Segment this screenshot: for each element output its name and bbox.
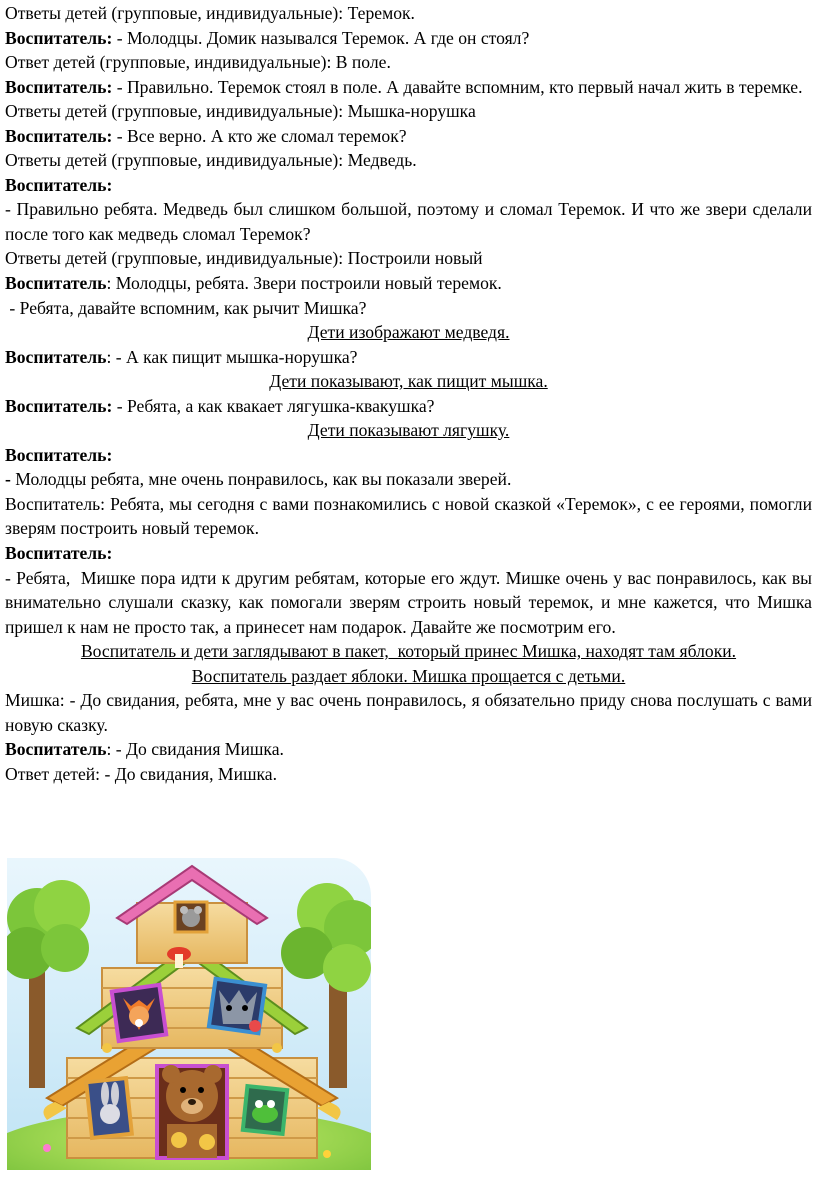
text-line-19: - Молодцы ребята, мне очень понравилось, как вы показали зверей. [5,469,512,490]
stage-direction-1: Дети изображают медведя. [307,322,510,343]
stage-direction-2: Дети показывают, как пищит мышка. [269,371,548,392]
text-line-11: Воспитатель: Молодцы, ребята. Звери построили новый теремок. [5,273,502,294]
text-line-2: Воспитатель: - Молодцы. Домик назывался Теремок. А где он стоял? [5,27,530,48]
text-line-5: Ответы детей (групповые, индивидуальные): Мышка-норушка [5,101,476,122]
text-line-16: Воспитатель: - Ребята, а как квакает лягушка-квакушка? [5,395,435,416]
text-line-14: Воспитатель: - А как пищит мышка-норушка? [5,346,358,367]
teremok-picture-icon [7,858,371,1170]
text-line-4: Воспитатель: - Правильно. Теремок стоял в поле. А давайте вспомним, кто первый начал жить в теремке. [5,76,803,97]
text-line-26: Воспитатель: - До свидания Мишка. [5,739,284,760]
text-line-7: Ответы детей (групповые, индивидуальные): Медведь. [5,150,417,171]
text-line-10: Ответы детей (групповые, индивидуальные): Построили новый [5,248,483,269]
stage-direction-3: Дети показывают лягушку. [307,420,510,441]
text-line-22: - Ребята, Мишке пора идти к другим ребятам, которые его ждут. Мишке очень у вас понравилось, как вы внимательно слушали сказку, как помогали зверям строить новый теремок, и мне кажется, что Мишка пришел к нам не просто так, а принесет нам подарок. Давайте же посмотрим его. [5,567,816,637]
text-line-20: Воспитатель: Ребята, мы сегодня с вами познакомились с новой сказкой «Теремок», с ее героями, помогли зверям построить новый теремок. [5,493,812,539]
stage-direction-5: Воспитатель раздает яблоки. Мишка прощается с детьми. [191,665,626,686]
text-line-18: Воспитатель: [5,444,113,465]
text-line-6: Воспитатель: - Все верно. А кто же сломал теремок? [5,125,407,146]
text-line-21: Воспитатель: [5,543,113,564]
stage-direction-4: Воспитатель и дети заглядывают в пакет, который принес Мишка, находят там яблоки. [80,641,737,662]
text-line-12: - Ребята, давайте вспомним, как рычит Мишка? [5,297,367,318]
text-line-25: Мишка: - До свидания, ребята, мне у вас очень понравилось, я обязательно приду снова послушать с вами новую сказку. [5,690,812,735]
text-line-27: Ответ детей: - До свидания, Мишка. [5,763,278,784]
text-line-3: Ответ детей (групповые, индивидуальные): В поле. [5,52,391,73]
document-body [5,1,816,787]
text-line-1: Ответы детей (групповые, индивидуальные): Теремок. [5,3,415,23]
teremok-illustration [7,858,371,1170]
text-line-8: Воспитатель: [5,174,113,195]
text-line-9: - Правильно ребята. Медведь был слишком большой, поэтому и сломал Теремок. И что же звери сделали после того как медведь сломал Теремок? [5,199,812,244]
